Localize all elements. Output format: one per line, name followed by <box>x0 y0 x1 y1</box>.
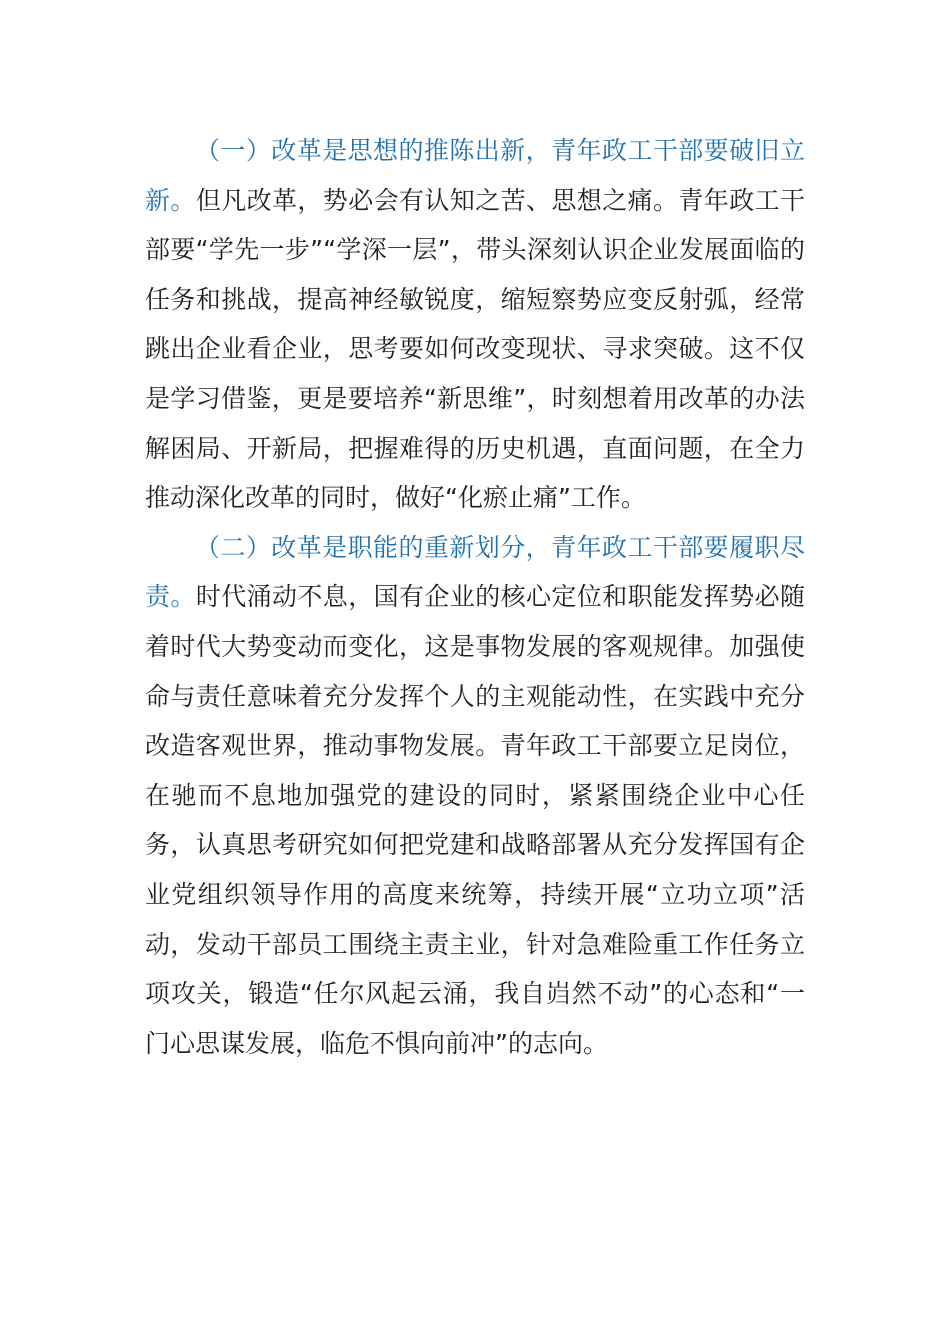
paragraph-1-heading: （一）改革是思想的推陈出新，青年政工干部要破旧立新。 <box>145 136 805 215</box>
paragraph-1-body: 但凡改革，势必会有认知之苦、思想之痛。青年政工干部要“学先一步”“学深一层”，带头深刻认识企业发展面临的任务和挑战，提高神经敏锐度，缩短察势应变反射弧，经常跳出企业看企业，思考要如何改变现状、寻求突破。这不仅是学习借鉴，更是要培养“新思维”，时刻想着用改革的办法解困局、开新局，把握难得的历史机遇，直面问题，在全力推动深化改革的同时，做好“化瘀止痛”工作。 <box>145 185 805 513</box>
paragraph-2 <box>145 523 805 1069</box>
paragraph-2-body: 时代涌动不息，国有企业的核心定位和职能发挥势必随着时代大势变动而变化，这是事物发展的客观规律。加强使命与责任意味着充分发挥个人的主观能动性，在实践中充分改造客观世界，推动事物发展。青年政工干部要立足岗位，在驰而不息地加强党的建设的同时，紧紧围绕企业中心任务，认真思考研究如何把党建和战略部署从充分发挥国有企业党组织领导作用的高度来统筹，持续开展“立功立项”活动，发动干部员工围绕主责主业，针对急难险重工作任务立项攻关，锻造“任尔风起云涌，我自岿然不动”的心态和“一门心思谋发展，临危不惧向前冲”的志向。 <box>145 582 805 1058</box>
document-page <box>145 126 805 1068</box>
paragraph-1 <box>145 126 805 523</box>
paragraph-2-heading: （二）改革是职能的重新划分，青年政工干部要履职尽责。 <box>145 532 805 612</box>
